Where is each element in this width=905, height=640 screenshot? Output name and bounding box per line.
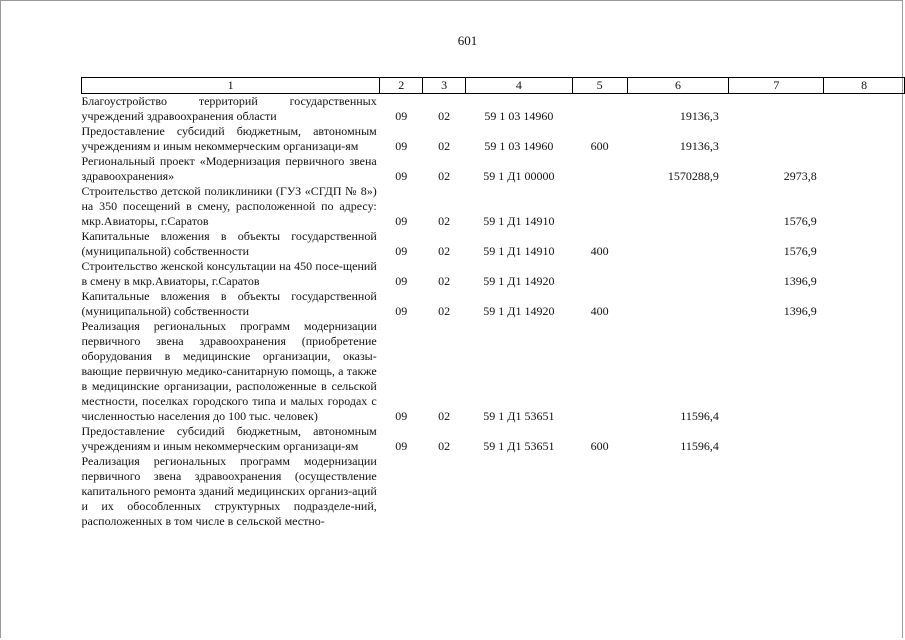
row-subsection: 02 bbox=[438, 274, 451, 288]
table-row bbox=[82, 154, 905, 184]
row-amount-col7 bbox=[729, 454, 824, 529]
table-row bbox=[82, 289, 905, 319]
row-amount-col6: 11596,4 bbox=[680, 439, 719, 453]
header-col-5: 5 bbox=[572, 78, 627, 94]
row-amount-col7: 1576,9 bbox=[783, 214, 817, 228]
row-target-article: 59 1 Д1 00000 bbox=[483, 169, 555, 183]
row-description: Предоставление субсидий бюджетным, автономным учреждениям и иным некоммерческим организаци-ям bbox=[81, 124, 377, 153]
row-amount-col7 bbox=[729, 424, 824, 454]
table-row bbox=[82, 229, 905, 259]
header-col-8: 8 bbox=[824, 78, 905, 94]
budget-table bbox=[81, 77, 905, 529]
row-expense-type bbox=[572, 259, 627, 289]
row-description: Строительство детской поликлиники (ГУЗ «СГДП № 8») на 350 посещений в смену, расположенной по адресу: мкр.Авиаторы, г.Саратов bbox=[81, 184, 377, 228]
table-row bbox=[82, 259, 905, 289]
row-expense-type bbox=[572, 154, 627, 184]
row-amount-col7: 2973,8 bbox=[783, 169, 817, 183]
table-row bbox=[82, 424, 905, 454]
header-col-6: 6 bbox=[627, 78, 729, 94]
row-expense-type: 400 bbox=[590, 244, 609, 258]
row-amount-col6: 19136,3 bbox=[679, 139, 719, 153]
row-subsection: 02 bbox=[438, 214, 451, 228]
header-col-7: 7 bbox=[729, 78, 824, 94]
row-target-article: 59 1 Д1 14910 bbox=[483, 214, 555, 228]
header-col-2: 2 bbox=[380, 78, 423, 94]
row-subsection: 02 bbox=[438, 439, 451, 453]
row-section: 09 bbox=[395, 439, 408, 453]
table-row bbox=[82, 94, 905, 125]
header-col-3: 3 bbox=[423, 78, 466, 94]
row-section: 09 bbox=[395, 409, 408, 423]
row-section: 09 bbox=[395, 109, 408, 123]
row-expense-type bbox=[572, 94, 627, 125]
row-amount-col6: 19136,3 bbox=[679, 109, 719, 123]
row-target-article: 59 1 03 14960 bbox=[484, 139, 554, 153]
row-section: 09 bbox=[395, 304, 408, 318]
row-amount-col8 bbox=[824, 94, 905, 125]
row-description: Строительство женской консультации на 450 посе-щений в смену в мкр.Авиаторы, г.Саратов bbox=[81, 259, 377, 288]
row-amount-col7: 1396,9 bbox=[783, 274, 817, 288]
row-amount-col8 bbox=[824, 154, 905, 184]
header-col-1: 1 bbox=[82, 78, 380, 94]
row-amount-col8 bbox=[824, 289, 905, 319]
row-amount-col7 bbox=[729, 94, 824, 125]
row-subsection: 02 bbox=[438, 109, 451, 123]
row-subsection bbox=[423, 454, 466, 529]
row-target-article: 59 1 03 14960 bbox=[484, 109, 554, 123]
page-number: 601 bbox=[457, 33, 478, 48]
row-expense-type bbox=[572, 319, 627, 424]
row-subsection: 02 bbox=[438, 304, 451, 318]
row-amount-col8 bbox=[824, 124, 905, 154]
row-amount-col6 bbox=[627, 184, 729, 229]
row-amount-col7: 1576,9 bbox=[783, 244, 817, 258]
row-subsection: 02 bbox=[438, 139, 451, 153]
row-expense-type: 600 bbox=[590, 139, 609, 153]
row-section: 09 bbox=[395, 214, 408, 228]
row-amount-col6: 11596,4 bbox=[680, 409, 719, 423]
table-row bbox=[82, 124, 905, 154]
table-header-row bbox=[82, 78, 905, 94]
row-description: Реализация региональных программ модернизации первичного звена здравоохранения (приобретение оборудования в медицинские организации, оказы-вающие первичную медико-санитарную помощь, а также в медицинские организации, расположенные в сельской местности, поселках городского типа и малых городах с численностью населения до 100 тыс. человек) bbox=[81, 319, 377, 423]
row-section bbox=[380, 454, 423, 529]
row-amount-col8 bbox=[824, 184, 905, 229]
row-amount-col6: 1570288,9 bbox=[667, 169, 719, 183]
row-subsection: 02 bbox=[438, 409, 451, 423]
row-subsection: 02 bbox=[438, 169, 451, 183]
row-target-article: 59 1 Д1 53651 bbox=[483, 409, 555, 423]
table-row bbox=[82, 454, 905, 529]
row-amount-col8 bbox=[824, 319, 905, 424]
row-section: 09 bbox=[395, 139, 408, 153]
row-target-article: 59 1 Д1 14910 bbox=[483, 244, 555, 258]
row-amount-col8 bbox=[824, 229, 905, 259]
row-target-article: 59 1 Д1 14920 bbox=[483, 274, 555, 288]
row-description: Капитальные вложения в объекты государственной (муниципальной) собственности bbox=[81, 229, 377, 258]
row-description: Предоставление субсидий бюджетным, автономным учреждениям и иным некоммерческим организаци-ям bbox=[81, 424, 377, 453]
row-section: 09 bbox=[395, 274, 408, 288]
table-row bbox=[82, 319, 905, 424]
table-row bbox=[82, 184, 905, 229]
row-section: 09 bbox=[395, 244, 408, 258]
row-expense-type bbox=[572, 184, 627, 229]
row-amount-col8 bbox=[824, 259, 905, 289]
row-amount-col8 bbox=[824, 454, 905, 529]
row-subsection: 02 bbox=[438, 244, 451, 258]
row-amount-col7: 1396,9 bbox=[783, 304, 817, 318]
row-amount-col7 bbox=[729, 319, 824, 424]
row-section: 09 bbox=[395, 169, 408, 183]
header-col-4: 4 bbox=[466, 78, 573, 94]
row-expense-type: 600 bbox=[590, 439, 609, 453]
row-amount-col6 bbox=[627, 289, 729, 319]
row-amount-col6 bbox=[627, 259, 729, 289]
row-expense-type bbox=[572, 454, 627, 529]
row-description: Региональный проект «Модернизация первичного звена здравоохранения» bbox=[81, 154, 377, 183]
row-description: Благоустройство территорий государственных учреждений здравоохранения области bbox=[81, 94, 377, 123]
table-body bbox=[82, 94, 905, 530]
row-amount-col8 bbox=[824, 424, 905, 454]
row-target-article: 59 1 Д1 14920 bbox=[483, 304, 555, 318]
row-target-article bbox=[466, 454, 573, 529]
row-expense-type: 400 bbox=[590, 304, 609, 318]
row-target-article: 59 1 Д1 53651 bbox=[483, 439, 555, 453]
row-amount-col6 bbox=[627, 229, 729, 259]
row-amount-col7 bbox=[729, 124, 824, 154]
row-amount-col6 bbox=[627, 454, 729, 529]
row-description: Реализация региональных программ модернизации первичного звена здравоохранения (осуществление капитального ремонта зданий медицинских организ-аций и их обособленных структурных подразделе-ний, расположенных в том числе в сельской местно- bbox=[81, 454, 377, 528]
row-description: Капитальные вложения в объекты государственной (муниципальной) собственности bbox=[81, 289, 377, 318]
